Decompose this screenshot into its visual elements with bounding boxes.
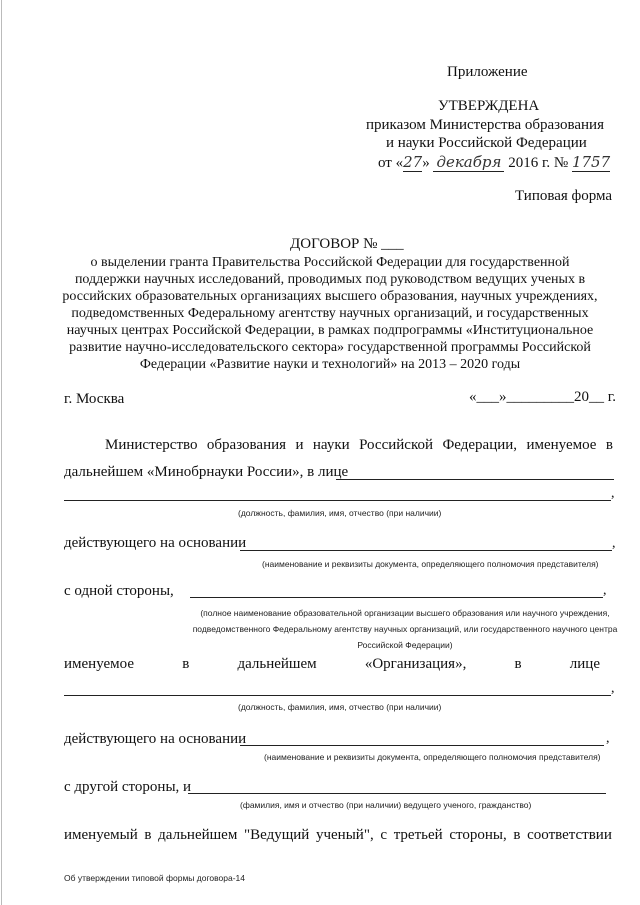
footer-note: Об утверждении типовой формы договора-14 [64,873,245,883]
word: ученый", [315,827,374,843]
word: науки [312,437,350,453]
word: в [144,827,152,843]
contract-subject [40,254,620,373]
subject-line: научных центрах Российской Федерации, в рамках подпрограммы «Институциональное [66,323,594,338]
caption-organization [170,605,640,653]
subject-line: поддержки научных исследований, проводимых под руководством ведущих ученых в [74,272,586,287]
last-line [64,827,612,844]
form-type: Типовая форма [515,188,613,204]
caption-line: (полное наименование образовательной организации высшего образования или научного учреждения, [200,608,610,618]
comma: , [606,731,610,746]
caption-line: подведомственного Федеральному агентству научных организаций, или государственного научного центра [192,624,618,634]
caption-document-1: (наименование и реквизиты документа, определяющего полномочия представителя) [262,559,599,569]
word: в [182,656,190,672]
word: образования [206,437,287,453]
approved-label: УТВЕРЖДЕНА [438,98,540,114]
subject-line: о выделении гранта Правительства Российской Федерации для государственной [90,255,570,270]
named-organization-line [64,656,600,673]
word: в [514,656,522,672]
one-side: с одной стороны, [64,583,174,599]
other-side: с другой стороны, и [64,779,192,795]
word: именуемое [64,656,134,672]
caption-position-1: (должность, фамилия, имя, отчество (при наличии) [238,508,442,518]
subject-line: подведомственных Федеральному агентству научных организаций, и государственных [71,306,589,321]
subject-line: развитие научно-исследовательского сектора» государственной программы Российской [69,340,591,355]
word: и [295,437,304,453]
word: в [605,437,613,453]
word: в [513,827,521,843]
word: дальнейшем [158,827,238,843]
comma: , [603,583,607,598]
caption-position-2: (должность, фамилия, имя, отчество (при наличии) [238,702,442,712]
representative-blank-1a[interactable] [336,479,614,480]
date-mid: » [422,155,430,171]
word: Федерации, [442,437,518,453]
word: Министерство [105,437,198,453]
comma: , [612,536,616,551]
order-line-1: приказом Министерства образования [366,117,604,133]
word: «Организация», [364,656,467,672]
acting-basis-2: действующего на основании [64,731,247,747]
contract-date-template: «___»_________20__ г. [469,389,616,405]
scientist-blank[interactable] [188,793,606,794]
handwritten-month: декабря [433,153,504,172]
caption-scientist: (фамилия, имя и отчество (при наличии) ведущего ученого, гражданство) [240,800,532,810]
comma: , [611,486,615,501]
acting-basis-1: действующего на основании [64,535,247,551]
word: именуемое [526,437,597,453]
city: г. Москва [64,391,125,407]
date-prefix: от « [378,155,404,171]
comma: , [611,681,615,696]
handwritten-number: 1757 [571,153,611,171]
handwritten-day: 27 [403,153,423,171]
word: стороны, [449,827,507,843]
contract-heading: ДОГОВОР № ___ [290,236,404,252]
date-year: 2016 г. № [508,155,569,171]
word: лице [569,656,600,672]
word: с [380,827,388,843]
appendix-label: Приложение [447,64,528,80]
word: именуемый [64,827,138,843]
word: Российской [359,437,434,453]
page-edge [1,0,2,905]
subject-line: Федерации «Развитие науки и технологий» на 2013 – 2020 годы [139,357,521,372]
organization-blank[interactable] [190,597,603,598]
caption-document-2: (наименование и реквизиты документа, определяющего полномочия представителя) [264,752,601,762]
caption-line: Российской Федерации) [357,640,453,650]
word: дальнейшем [237,656,317,672]
word: третьей [393,827,443,843]
word: соответствии [527,827,612,843]
word: "Ведущий [244,827,310,843]
order-date-line [378,153,610,172]
para1-line2: дальнейшем «Минобрнауки России», в лице [64,464,349,480]
subject-line: российских образовательных организациях высшего образования, научных учреждениях, [62,289,598,304]
representative-blank-1b[interactable] [64,500,611,501]
para1-line1 [105,437,613,454]
order-line-2: и науки Российской Федерации [386,135,587,151]
basis-blank-2[interactable] [240,745,604,746]
basis-blank-1[interactable] [240,550,612,551]
representative-blank-2[interactable] [64,695,611,696]
